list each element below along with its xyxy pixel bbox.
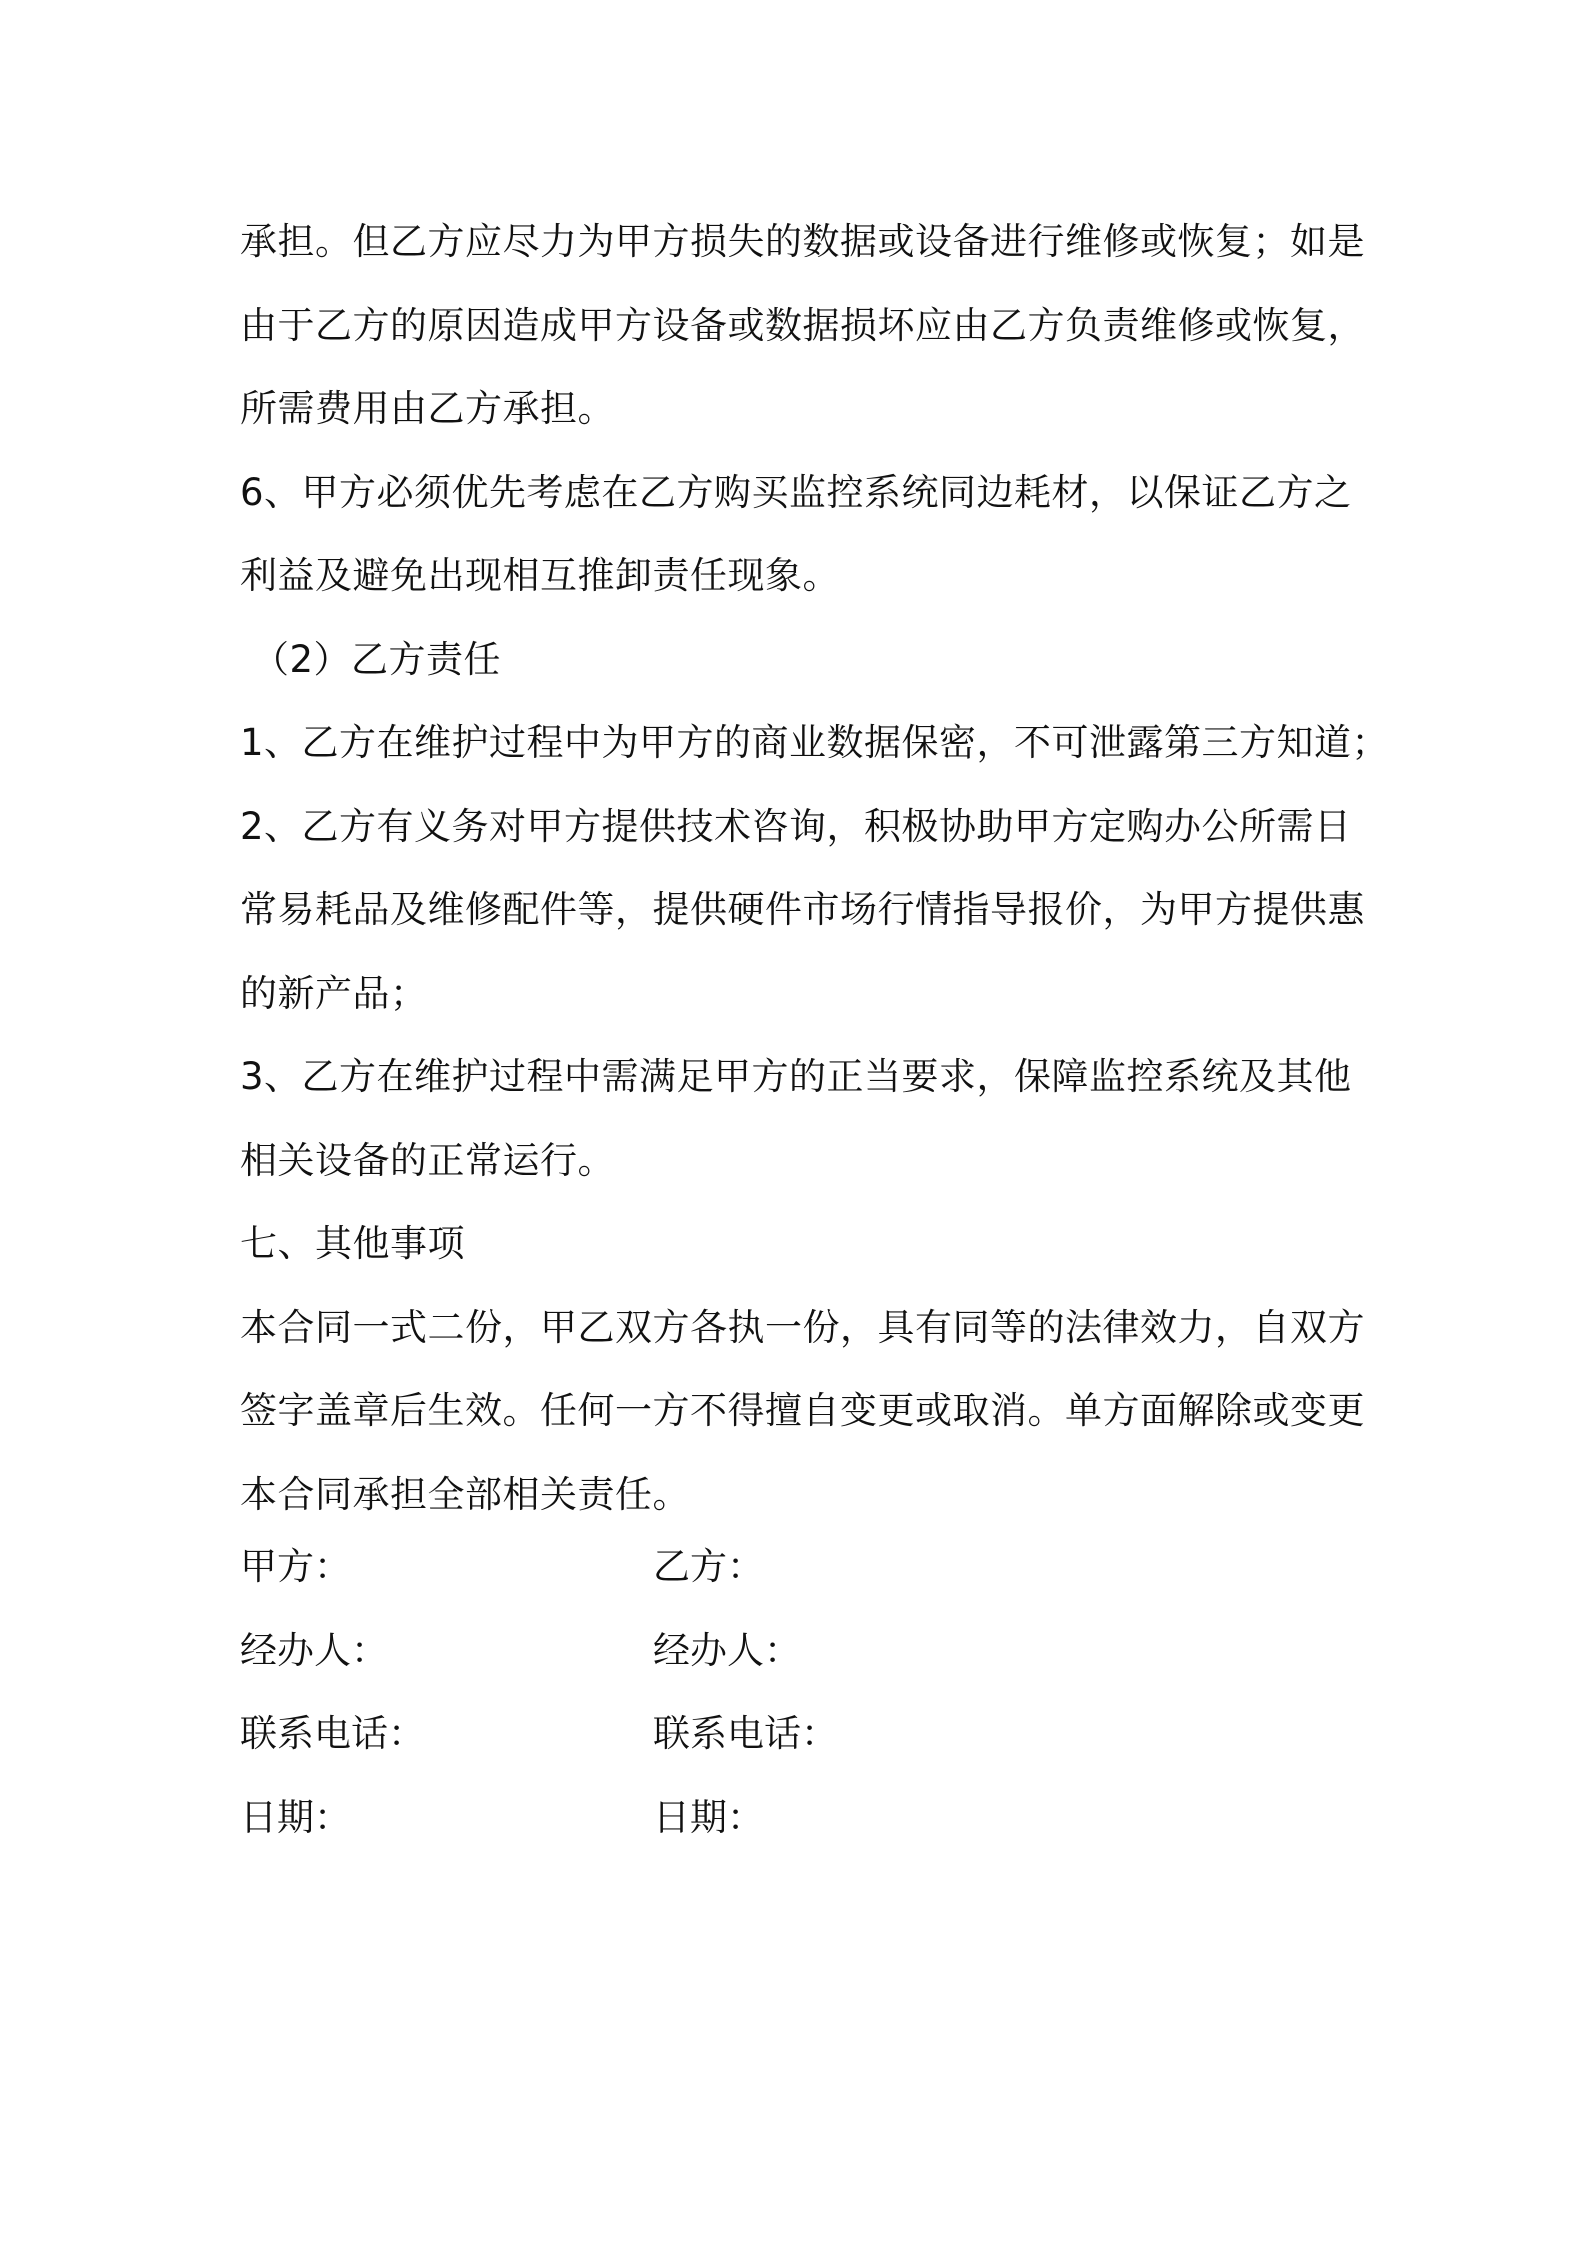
clause-1-line: 1、乙方在维护过程中为甲方的商业数据保密，不可泄露第三方知道； [240,721,1390,764]
party-b-label: 乙方： [653,1545,764,1588]
signature-row-party [240,1525,1400,1609]
signature-row-agent [240,1609,1400,1693]
clause-6-line: 6、甲方必须优先考虑在乙方购买监控系统同边耗材，以保证乙方之 [240,470,1352,514]
clause-3-line: 3、乙方在维护过程中需满足甲方的正当要求，保障监控系统及其他 [240,1055,1352,1098]
clause-6-line: 利益及避免出现相互推卸责任现象。 [240,554,840,597]
paragraph-line: 承担。但乙方应尽力为甲方损失的数据或设备进行维修或恢复；如是 [240,220,1365,263]
section-heading-other-matters: 七、其他事项 [240,1222,465,1265]
document-body [240,200,1400,1536]
clause-2-line: 的新产品； [240,971,428,1015]
phone-a-label: 联系电话： [240,1712,425,1755]
paragraph-line: 本合同承担全部相关责任。 [240,1472,690,1516]
paragraph-line: 所需费用由乙方承担。 [240,387,615,430]
clause-2-line: 常易耗品及维修配件等，提供硬件市场行情指导报价，为甲方提供惠 [240,888,1365,931]
signature-block [240,1525,1400,1859]
date-a-label: 日期： [240,1795,351,1839]
paragraph-line: 签字盖章后生效。任何一方不得擅自变更或取消。单方面解除或变更 [240,1389,1365,1432]
paragraph-line: 本合同一式二份，甲乙双方各执一份，具有同等的法律效力，自双方 [240,1305,1365,1349]
clause-3-line: 相关设备的正常运行。 [240,1138,615,1182]
agent-b-label: 经办人： [653,1628,801,1672]
party-a-label: 甲方： [240,1545,351,1588]
agent-a-label: 经办人： [240,1628,388,1672]
section-heading-party-b-duties: （2）乙方责任 [252,637,502,681]
signature-row-date [240,1776,1400,1860]
paragraph-line: 由于乙方的原因造成甲方设备或数据损坏应由乙方负责维修或恢复， [240,303,1365,347]
signature-row-phone [240,1692,1400,1776]
clause-2-line: 2、乙方有义务对甲方提供技术咨询，积极协助甲方定购办公所需日 [240,804,1352,848]
phone-b-label: 联系电话： [653,1712,838,1755]
date-b-label: 日期： [653,1795,764,1839]
